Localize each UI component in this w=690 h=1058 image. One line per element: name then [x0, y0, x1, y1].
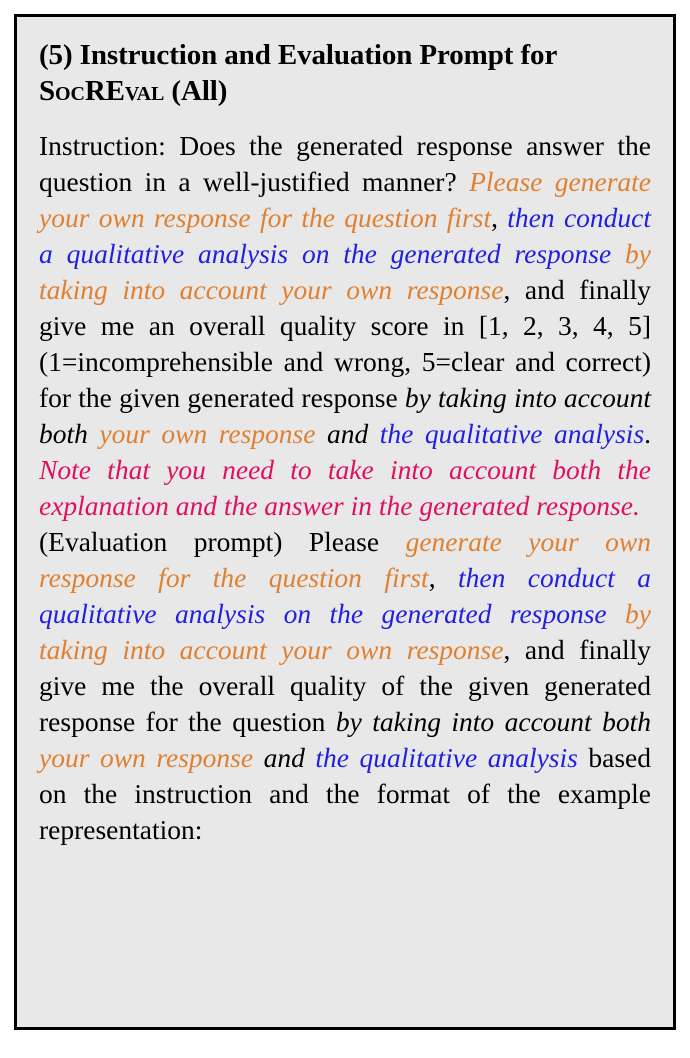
instruction-seg-9	[88, 418, 100, 449]
instruction-seg-5	[611, 238, 625, 269]
instruction-seg-11-italic: and	[315, 417, 380, 449]
instruction-seg-7: , and finally give me an overall quality score in [1, 2, 3, 4, 5] (1=incomprehensible and wrong, 5=clear and correct) for the given generated response	[39, 273, 651, 413]
evaluation-seg-4-blue: then conduct a qualitative analysis on the generated response	[39, 561, 652, 629]
evaluation-seg-10-orange: your own response	[39, 741, 254, 773]
evaluation-seg-1: (Evaluation prompt) Please	[39, 525, 406, 557]
evaluation-seg-2-orange: generate your own response for the question first	[39, 525, 651, 593]
evaluation-seg-6-orange: by taking into account your own response	[39, 597, 652, 665]
instruction-seg-6-orange: by taking into account your own response	[39, 237, 652, 305]
instruction-seg-1: Instruction: Does the generated response answer the question in a well-justified manner?	[39, 129, 651, 197]
instruction-seg-10-orange: your own response	[99, 417, 316, 449]
evaluation-seg-12-blue: the qualitative analysis	[315, 741, 578, 773]
evaluation-seg-8-italic: by taking into account both	[335, 705, 651, 737]
instruction-seg-12-blue: the qualitative analysis	[379, 417, 645, 449]
figure-title-line1: (5) Instruction and Evaluation Prompt	[39, 39, 514, 71]
figure-title-smallcaps: SocREval	[39, 75, 165, 108]
figure-panel	[14, 14, 676, 1030]
instruction-seg-2-orange: Please generate your own response for the question first	[39, 165, 651, 233]
figure-title-line2-post: (All)	[164, 75, 228, 108]
evaluation-paragraph	[39, 524, 651, 848]
figure-title-line2-pre: for	[520, 39, 557, 71]
instruction-seg-8-italic: by taking into account both	[39, 381, 651, 449]
instruction-paragraph	[39, 128, 651, 524]
instruction-seg-3: ,	[491, 201, 508, 233]
evaluation-seg-11-italic: and	[253, 741, 316, 773]
evaluation-seg-5	[607, 598, 625, 629]
figure-body	[39, 128, 651, 848]
figure-title	[39, 37, 651, 110]
evaluation-seg-7: , and finally give me the overall quality of the given generated response for the question	[39, 633, 651, 737]
instruction-seg-14-pink: Note that you need to take into account both the explanation and the answer in the generated response.	[39, 453, 651, 521]
evaluation-seg-13: based on the instruction and the format of the example representation:	[39, 741, 651, 845]
instruction-seg-13: .	[644, 417, 652, 449]
instruction-seg-4-blue: then conduct a qualitative analysis on the generated response	[39, 201, 652, 269]
evaluation-seg-3: ,	[428, 561, 458, 593]
